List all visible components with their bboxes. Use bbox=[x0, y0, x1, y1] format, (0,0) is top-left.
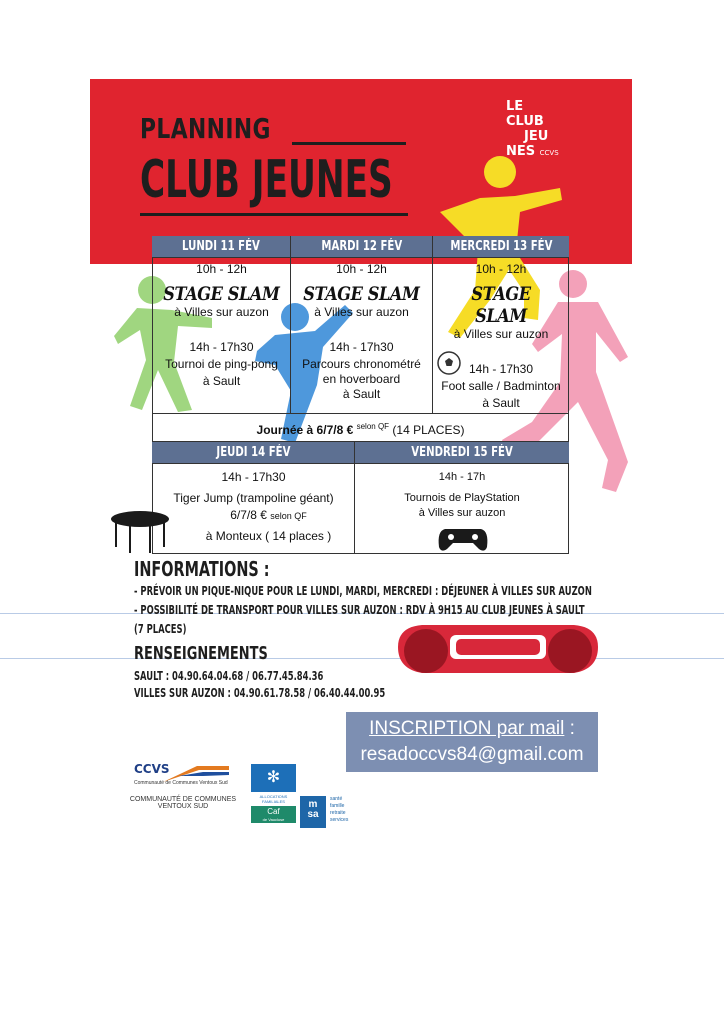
title-planning: PLANNING bbox=[140, 112, 271, 145]
cell-lundi: 10h - 12h STAGE SLAM à Villes sur auzon 14h - 17h30 Tournoi de ping-pong à Sault bbox=[163, 262, 280, 388]
info-line-3: (7 PLACES) bbox=[134, 622, 187, 636]
title-club-jeunes: CLUB JEUNES bbox=[140, 150, 393, 210]
header-mercredi: MERCREDI 13 FÉV bbox=[433, 236, 569, 258]
gamepad-icon bbox=[437, 527, 489, 553]
trampoline-icon bbox=[108, 507, 172, 555]
inscription-box: INSCRIPTION par mail : resadoccvs84@gmail.com bbox=[346, 712, 598, 772]
cell-mercredi: 10h - 12h STAGE SLAM à Villes sur auzon 14h - 17h30 Foot salle / Badminton à Sault bbox=[441, 262, 561, 410]
cell-jeudi: 14h - 17h30 Tiger Jump (trampoline géant) 6/7/8 € selon QF à Monteux ( 14 places ) bbox=[173, 470, 334, 543]
title-underline bbox=[140, 213, 408, 216]
contact-sault: SAULT : 04.90.64.04.68 / 06.77.45.84.36 bbox=[134, 669, 324, 683]
header-lundi: LUNDI 11 FÉV bbox=[152, 236, 291, 258]
title-rule bbox=[292, 142, 406, 145]
msa-icon: m sa bbox=[300, 796, 326, 828]
renseignements-heading: RENSEIGNEMENTS bbox=[134, 643, 268, 664]
informations-heading: INFORMATIONS : bbox=[134, 557, 270, 581]
cell-vendredi: 14h - 17h Tournois de PlayStation à Villes sur auzon bbox=[404, 471, 520, 519]
football-icon bbox=[436, 350, 462, 376]
header-mardi: MARDI 12 FÉV bbox=[291, 236, 433, 258]
header-vendredi: VENDREDI 15 FÉV bbox=[355, 442, 569, 464]
caf-logo: ✻ ALLOCATIONS FAMILIALES Caf de Vaucluse bbox=[251, 764, 296, 828]
info-line-1: - PRÉVOIR UN PIQUE-NIQUE POUR LE LUNDI, MARDI, MERCREDI : DÉJEUNER À VILLES SUR AUZON bbox=[134, 584, 592, 598]
hoverboard-icon bbox=[392, 617, 604, 685]
info-line-2: - POSSIBILITÉ DE TRANSPORT POUR VILLES SUR AUZON : RDV À 9H15 AU CLUB JEUNES À SAULT bbox=[134, 603, 585, 617]
inscription-email[interactable]: resadoccvs84@gmail.com bbox=[360, 744, 584, 765]
ccvs-logo: CCVS Communauté de Communes Ventoux Sud COMMUNAUTÉ DE COMMUNES VENTOUX SUD bbox=[129, 762, 237, 810]
club-jeunes-logo: LE CLUB JEU NES CCVS bbox=[506, 99, 559, 159]
caf-star-icon: ✻ bbox=[251, 764, 296, 792]
header-jeudi: JEUDI 14 FÉV bbox=[152, 442, 355, 464]
journee-row: Journée à 6/7/8 € $^{selon QF}$ (14 PLACES) bbox=[256, 422, 465, 437]
msa-logo: m sa santé famille retraite services bbox=[300, 796, 362, 830]
cell-mardi: 10h - 12h STAGE SLAM à Villes sur auzon 14h - 17h30 Parcours chronométré en hoverboard à Sault bbox=[302, 262, 421, 401]
contact-villes: VILLES SUR AUZON : 04.90.61.78.58 / 06.40.44.00.95 bbox=[134, 686, 386, 700]
